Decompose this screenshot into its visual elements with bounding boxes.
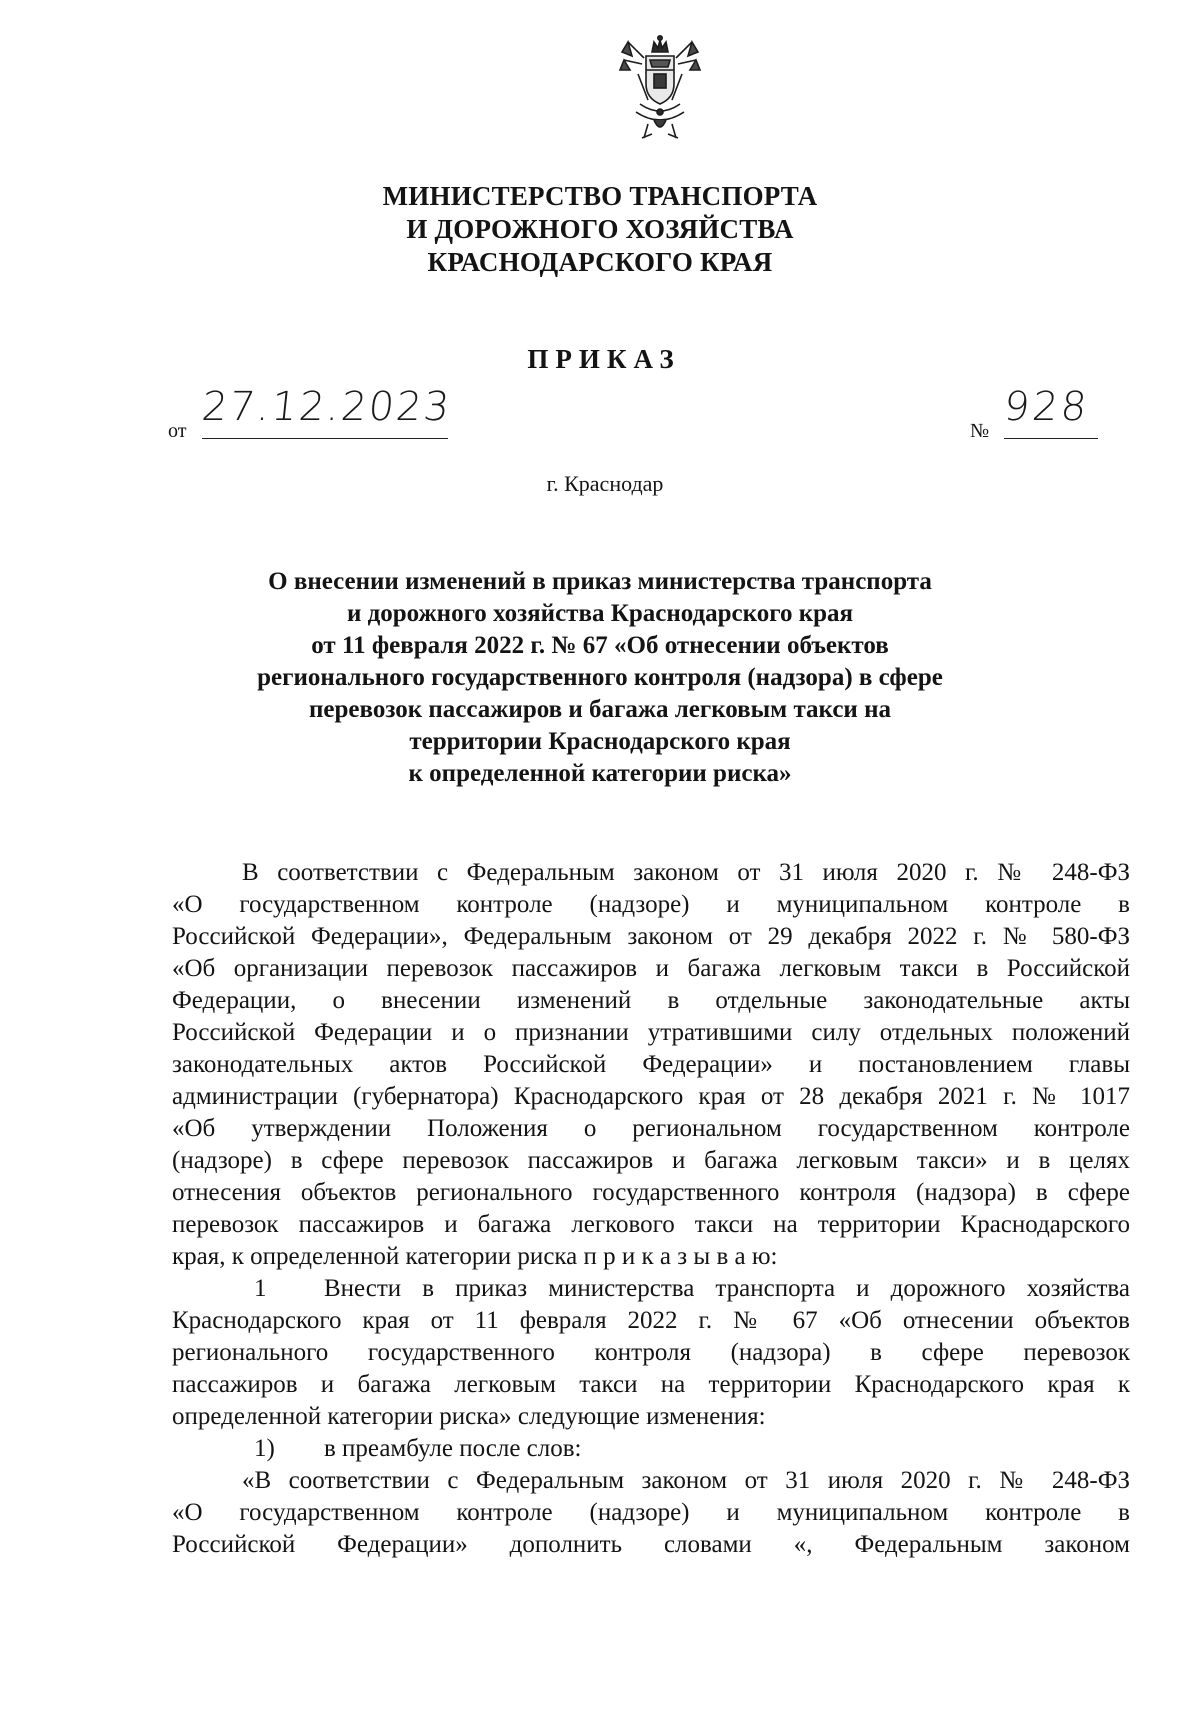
- subject-line: регионального государственного контроля (надзора) в сфере: [257, 664, 943, 691]
- subitem-1-line: [172, 1433, 1130, 1465]
- subitem-text: в преамбуле после слов:: [324, 1435, 582, 1462]
- body-line: Российской Федерации», Федеральным законом от 29 декабря 2022 г. № 580-ФЗ: [172, 923, 1130, 950]
- subject-line: О внесении изменений в приказ министерства транспорта: [268, 568, 932, 595]
- body-line: законодательных актов Российской Федерации» и постановлением главы: [172, 1051, 1130, 1078]
- item-1-first-line: [172, 1273, 1130, 1305]
- body-line: «О государственном контроле (надзоре) и муниципальном контроле в: [172, 891, 1130, 918]
- document-type-heading: ПРИКАЗ: [527, 344, 681, 374]
- subject-line: территории Краснодарского края: [409, 728, 791, 755]
- number-underline: [1004, 438, 1098, 439]
- order-number-handwritten: 928: [1001, 384, 1092, 430]
- coat-of-arms-icon: [618, 34, 702, 144]
- body-line: отнесения объектов регионального государственного контроля (надзора) в сфере: [172, 1179, 1130, 1206]
- body-line: Федерации, о внесении изменений в отдельные законодательные акты: [172, 987, 1130, 1014]
- order-date-handwritten: 27.12.2023: [199, 384, 454, 430]
- body-line: определенной категории риска» следующие изменения:: [172, 1403, 766, 1430]
- item-number: 1: [254, 1275, 267, 1302]
- order-subject: [0, 566, 1200, 790]
- body-line: края, к определенной категории риска п р и к а з ы в а ю:: [172, 1243, 778, 1270]
- subject-line: к определенной категории риска»: [408, 760, 792, 787]
- body-line: Российской Федерации и о признании утратившими силу отдельных положений: [172, 1019, 1130, 1046]
- ministry-line-2: И ДОРОЖНОГО ХОЗЯЙСТВА: [406, 214, 794, 244]
- date-underline: [202, 438, 448, 439]
- body-line: администрации (губернатора) Краснодарского края от 28 декабря 2021 г. № 1017: [172, 1083, 1130, 1110]
- quote-line: «В соответствии с Федеральным законом от 31 июля 2020 г. № 248-ФЗ: [242, 1467, 1130, 1494]
- body-line: перевозок пассажиров и багажа легкового такси на территории Краснодарского: [172, 1211, 1130, 1238]
- body-line: регионального государственного контроля (надзора) в сфере перевозок: [172, 1339, 1130, 1366]
- body-line: «Об организации перевозок пассажиров и багажа легковым такси в Российской: [172, 955, 1130, 982]
- body-line: (надзоре) в сфере перевозок пассажиров и багажа легковым такси» и в целях: [172, 1147, 1130, 1174]
- subject-line: и дорожного хозяйства Краснодарского края: [346, 600, 854, 627]
- quote-line: «О государственном контроле (надзоре) и муниципальном контроле в: [172, 1499, 1130, 1526]
- quote-line: Российской Федерации» дополнить словами «, Федеральным законом: [172, 1531, 1130, 1558]
- ministry-line-3: КРАСНОДАРСКОГО КРАЯ: [427, 247, 773, 277]
- body-line: «Об утверждении Положения о региональном государственном контроле: [172, 1115, 1130, 1142]
- number-prefix: №: [970, 420, 990, 442]
- subitem-number: 1): [254, 1435, 275, 1462]
- body-line: Краснодарского края от 11 февраля 2022 г. № 67 «Об отнесении объектов: [172, 1307, 1130, 1334]
- body-line: пассажиров и багажа легковым такси на территории Краснодарского края к: [172, 1371, 1130, 1398]
- subject-line: перевозок пассажиров и багажа легковым такси на: [309, 696, 891, 723]
- body-line: В соответствии с Федеральным законом от 31 июля 2020 г. № 248-ФЗ: [242, 859, 1130, 886]
- order-body: [172, 857, 1130, 1561]
- date-prefix: от: [168, 420, 187, 442]
- city-line: г. Краснодар: [546, 471, 664, 496]
- subject-line: от 11 февраля 2022 г. № 67 «Об отнесении объектов: [311, 632, 889, 659]
- ministry-name: [0, 180, 1200, 279]
- ministry-line-1: МИНИСТЕРСТВО ТРАНСПОРТА: [382, 181, 818, 211]
- item-text: Внести в приказ министерства транспорта и дорожного хозяйства: [324, 1275, 1130, 1302]
